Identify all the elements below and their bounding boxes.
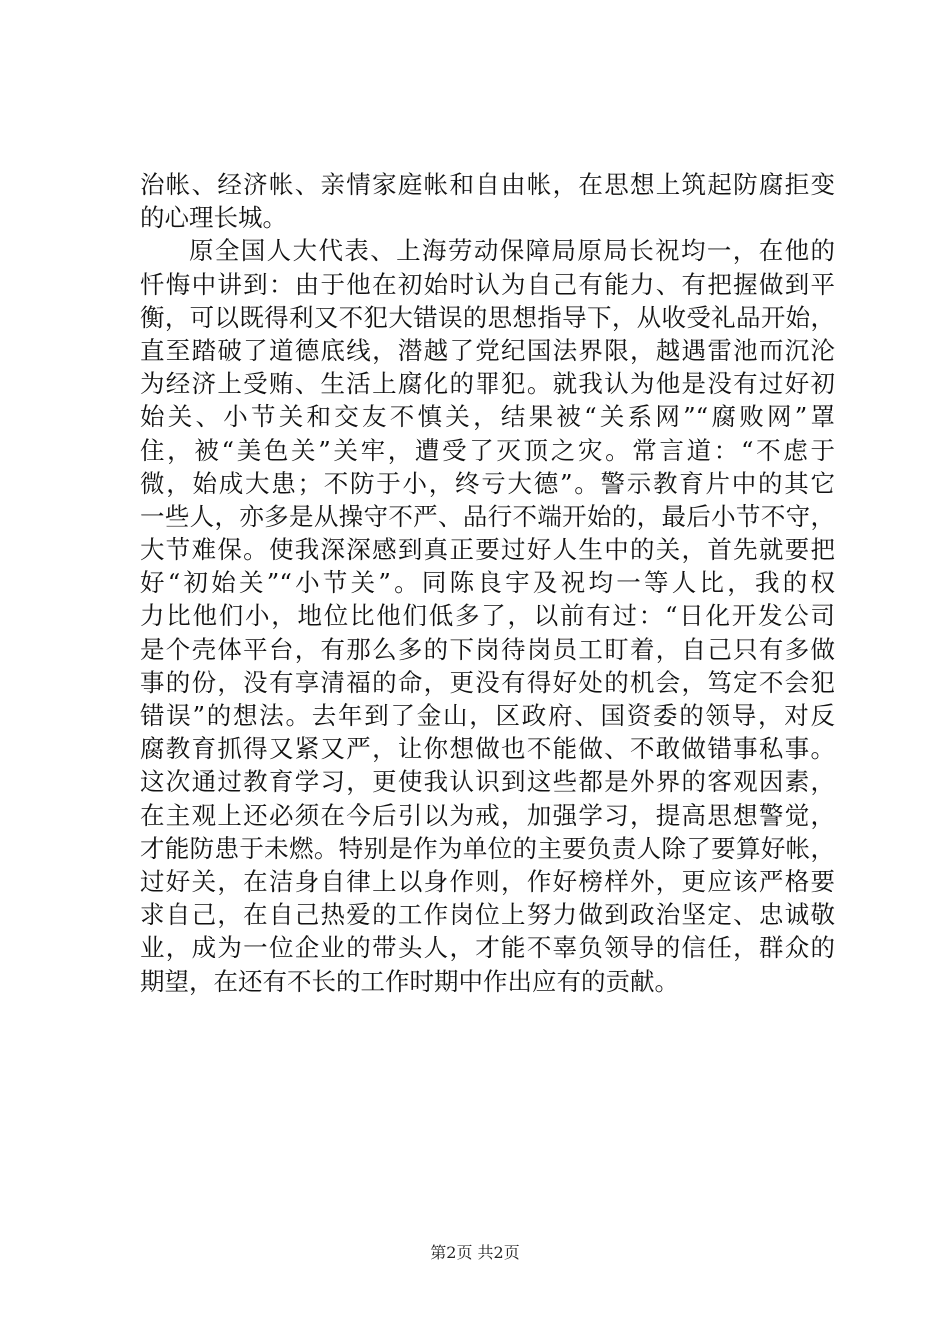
text-line: 错误”的想法。去年到了金山，区政府、国资委的领导，对反 [140,701,835,730]
text-line: 原全国人大代表、上海劳动保障局原局长祝均一，在他的 [189,236,835,266]
text-line: 好“初始关”“小节关”。同陈良宇及祝均一等人比，我的权 [140,568,835,598]
text-line: 治帐、经济帐、亲情家庭帐和自由帐，在思想上筑起防腐拒变 [140,170,835,199]
text-line: 事的份，没有享清福的命，更没有得好处的机会，笃定不会犯 [140,667,835,697]
document-body [140,168,835,998]
text-line: 一些人，亦多是从操守不严、品行不端开始的，最后小节不守， [140,501,835,531]
text-line: 这次通过教育学习，更使我认识到这些都是外界的客观因素， [140,767,835,797]
text-line: 腐教育抓得又紧又严，让你想做也不能做、不敢做错事私事。 [140,734,835,764]
text-line: 业，成为一位企业的带头人，才能不辜负领导的信任，群众的 [140,933,835,963]
text-line: 忏悔中讲到：由于他在初始时认为自己有能力、有把握做到平 [140,269,835,299]
text-line: 过好关，在洁身自律上以身作则，作好榜样外，更应该严格要 [140,866,835,896]
text-line: 住，被“美色关”关牢，遭受了灭顶之灾。常言道：“不虑于 [140,435,835,465]
text-line: 始关、小节关和交友不慎关，结果被“关系网”“腐败网”罩 [140,402,835,432]
text-line: 直至踏破了道德底线，潜越了党纪国法界限，越遇雷池而沉沦 [140,335,835,365]
text-line: 力比他们小，地位比他们低多了，以前有过：“日化开发公司 [140,601,835,631]
text-line: 期望，在还有不长的工作时期中作出应有的贡献。 [140,966,679,996]
text-line: 求自己，在自己热爱的工作岗位上努力做到政治坚定、忠诚敬 [140,900,835,930]
text-line: 微，始成大患；不防于小，终亏大德”。警示教育片中的其它 [140,468,835,498]
text-line: 是个壳体平台，有那么多的下岗待岗员工盯着，自己只有多做 [140,634,835,664]
text-line: 为经济上受贿、生活上腐化的罪犯。就我认为他是没有过好初 [140,369,835,399]
page-number: 第2页 共2页 [430,1243,520,1262]
text-line: 大节难保。使我深深感到真正要过好人生中的关，首先就要把 [140,535,835,565]
text-line: 衡，可以既得利又不犯大错误的思想指导下，从收受礼品开始， [140,302,835,332]
text-line: 才能防患于未燃。特别是作为单位的主要负责人除了要算好帐， [140,833,835,863]
text-line: 在主观上还必须在今后引以为戒，加强学习，提高思想警觉， [140,800,835,830]
text-line: 的心理长城。 [140,203,287,233]
